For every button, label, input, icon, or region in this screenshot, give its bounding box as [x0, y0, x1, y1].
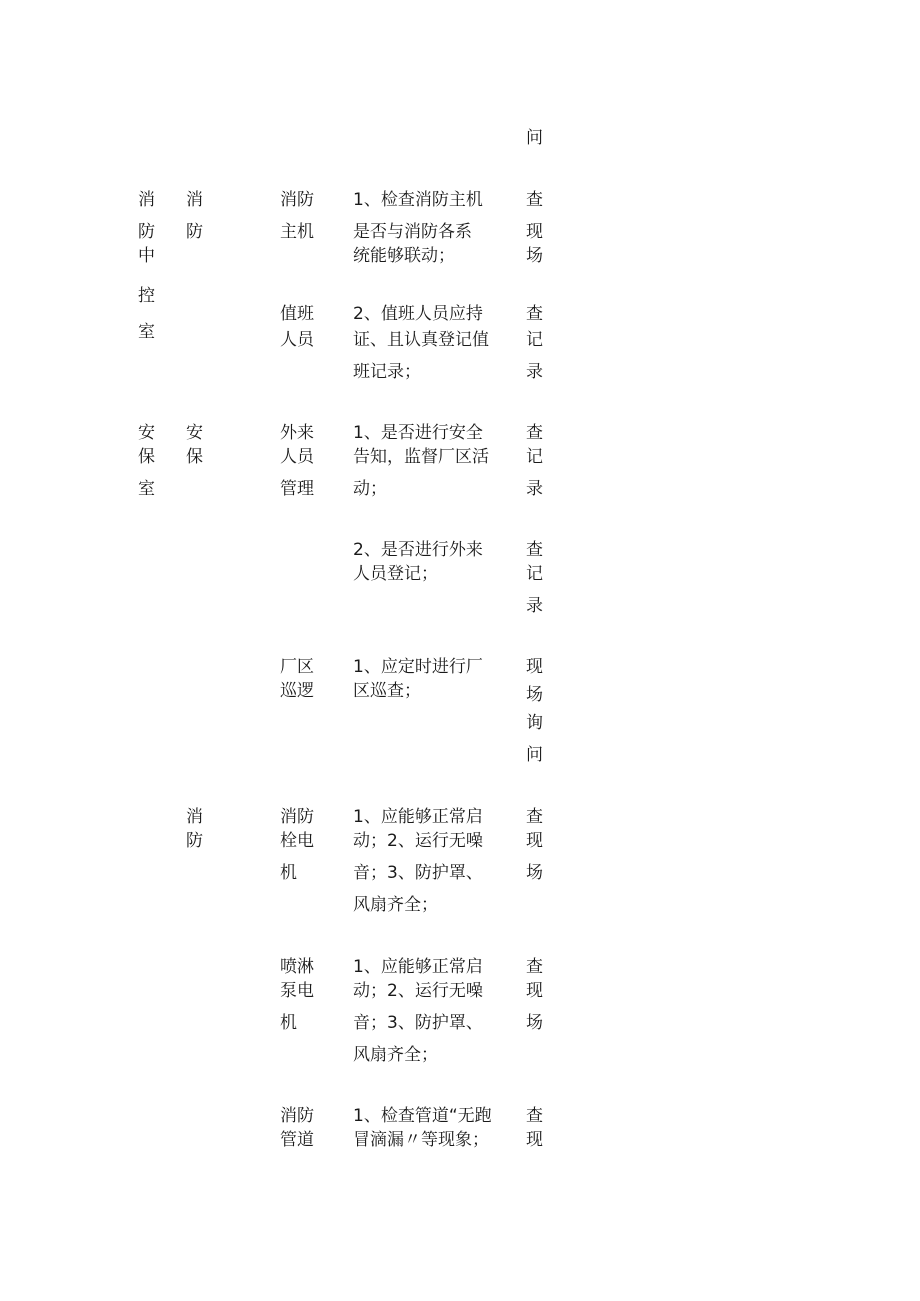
method-sprinkler-pump-motor: 查 现 场: [526, 957, 543, 1033]
method-fragment: 问: [526, 128, 543, 148]
method-duty-staff: 查 记 录: [526, 304, 543, 382]
item-duty-staff: 值班 人员: [280, 304, 314, 350]
method-fire-host: 查 现 场: [526, 190, 543, 266]
item-fire-host: 消防 主机: [280, 190, 314, 242]
method-visitor-safety: 查 记 录: [526, 423, 543, 499]
method-hydrant-motor: 查 现 场: [526, 807, 543, 883]
area-security-room: 安 保 室: [138, 423, 155, 499]
requirement-sprinkler-pump-motor: 1、应能够正常启 动；2、运行无噪 音；3、防护罩、 风扇齐全；: [353, 957, 483, 1065]
item-plant-patrol: 厂区 巡逻: [280, 657, 314, 701]
method-visitor-registration: 查 记 录: [526, 540, 543, 616]
category-fire: 消 防: [186, 190, 203, 242]
requirement-duty-staff: 2、值班人员应持 证、且认真登记值 班记录；: [353, 304, 489, 382]
item-sprinkler-pump-motor: 喷淋 泵电 机: [280, 957, 314, 1033]
category-fire-2: 消 防: [186, 807, 203, 851]
requirement-fire-pipeline: 1、检查管道“无跑 冒滴漏〃等现象；: [353, 1106, 492, 1150]
item-visitor-management: 外来 人员 管理: [280, 423, 314, 499]
requirement-plant-patrol: 1、应定时进行厂 区巡查；: [353, 657, 483, 701]
requirement-visitor-safety: 1、是否进行安全 告知，监督厂区活 动；: [353, 423, 489, 499]
method-plant-patrol: 现 场 询 问: [526, 657, 543, 765]
requirement-hydrant-motor: 1、应能够正常启 动；2、运行无噪 音；3、防护罩、 风扇齐全；: [353, 807, 483, 915]
requirement-fire-host: 1、检查消防主机 是否与消防各系 统能够联动；: [353, 190, 483, 266]
requirement-visitor-registration: 2、是否进行外来 人员登记；: [353, 540, 483, 584]
item-hydrant-motor: 消防 栓电 机: [280, 807, 314, 883]
method-fire-pipeline: 查 现: [526, 1106, 543, 1150]
category-security: 安 保: [186, 423, 203, 467]
area-fire-control-room: 消 防 中 控 室: [138, 190, 155, 342]
item-fire-pipeline: 消防 管道: [280, 1106, 314, 1150]
